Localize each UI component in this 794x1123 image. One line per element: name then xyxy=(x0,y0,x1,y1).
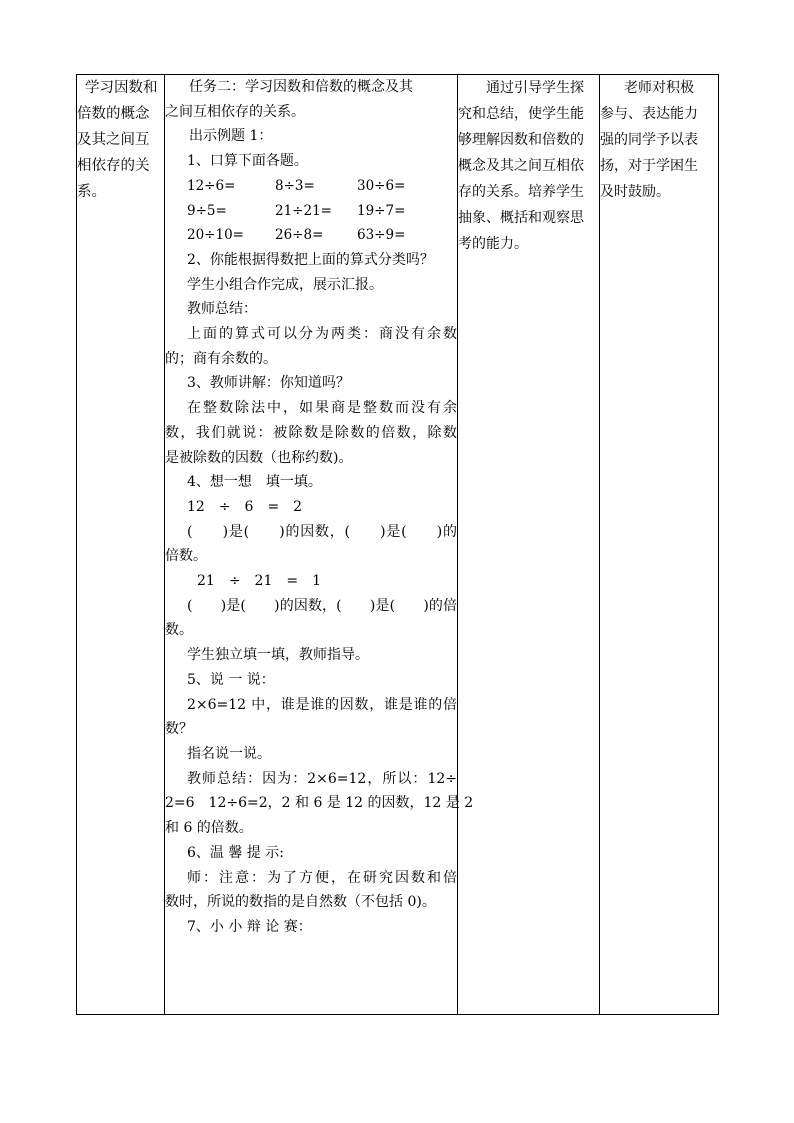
summary2-text-end: 和 6 的倍数。 xyxy=(165,820,253,837)
calc-item: 19÷7= xyxy=(357,202,406,219)
evaluation-line: 及时鼓励。 xyxy=(600,184,670,200)
question-1: 1、口算下面各题。 xyxy=(187,153,308,170)
evaluation-line: 参与、表达能力 xyxy=(600,106,698,122)
task-title: 任务二：学习因数和倍数的概念及其 xyxy=(189,79,413,95)
calc-item: 26÷8= xyxy=(275,227,324,244)
topic-line: 及其之间互 xyxy=(77,132,150,148)
equation-2: 21 ÷ 21 = 1 xyxy=(197,573,321,590)
teaching-process-cell xyxy=(165,75,474,1015)
table-row xyxy=(77,75,719,1015)
fill-blank-1: ( )是( )的因数，( )是( )的 xyxy=(187,523,457,540)
intent-line: 通过引导学生探 xyxy=(486,80,584,96)
question-5: 5、说 一 说： xyxy=(187,671,275,688)
calc-row xyxy=(165,174,457,199)
calc-row xyxy=(165,223,457,248)
evaluation-cell xyxy=(600,75,719,1015)
calc-item: 63÷9= xyxy=(357,227,406,244)
summary-text: 上面的算式可以分为两类：商没有余数 xyxy=(187,326,457,343)
topic-line: 倍数的概念 xyxy=(77,106,150,122)
fill-blank-1-cont: 倍数。 xyxy=(165,548,207,565)
intent-line: 存的关系。培养学生 xyxy=(458,184,584,200)
intent-line: 考的能力。 xyxy=(458,236,528,252)
note-text-cont: 数时，所说的数指的是自然数（不包括 0)。 xyxy=(165,894,436,911)
summary-text-cont: 的；商有余数的。 xyxy=(165,350,277,367)
note-text: 师：注意：为了方便，在研究因数和倍 xyxy=(187,869,457,886)
explain-text-cont: 数，我们就说：被除数是除数的倍数，除数 xyxy=(165,424,457,441)
question-6: 6、温 馨 提 示: xyxy=(187,844,284,861)
name-say-text: 指名说一说。 xyxy=(187,745,271,762)
calc-item: 21÷21= xyxy=(275,202,332,219)
topic-line: 学习因数和 xyxy=(85,80,158,96)
fill-blank-2: ( )是( )的因数，( )是( )的倍 xyxy=(187,597,457,614)
group-work-text: 学生小组合作完成，展示汇报。 xyxy=(187,276,383,293)
task-title-cont: 之间互相依存的关系。 xyxy=(165,103,305,120)
intent-line: 够理解因数和倍数的 xyxy=(458,132,584,148)
intent-line: 抽象、概括和观察思 xyxy=(458,210,584,226)
explain-text-end: 是被除数的因数（也称约数)。 xyxy=(165,449,353,466)
summary2-text: 教师总结：因为：2×6=12，所以：12÷ xyxy=(187,770,457,787)
calc-row xyxy=(165,199,457,224)
calc-item: 8÷3= xyxy=(275,177,315,194)
question-4: 4、想一想 填一填。 xyxy=(187,474,322,491)
design-intent-cell xyxy=(458,75,600,1015)
explain-text: 在整数除法中，如果商是整数而没有余 xyxy=(187,400,457,417)
fill-blank-2-cont: 数。 xyxy=(165,622,193,639)
topic-cell xyxy=(77,75,165,1015)
intent-line: 概念及其之间互相依 xyxy=(458,158,584,174)
question-7: 7、小 小 辩 论 赛： xyxy=(187,918,312,935)
topic-line: 相依存的关 xyxy=(77,158,150,174)
calc-item: 30÷6= xyxy=(357,177,406,194)
equation-1: 12 ÷ 6 = 2 xyxy=(187,498,303,515)
guidance-text: 学生独立填一填，教师指导。 xyxy=(187,647,369,664)
calc-item: 12÷6= xyxy=(187,177,236,194)
calc-item: 9÷5= xyxy=(187,202,227,219)
summary2-text-cont: 2=6 12÷6=2，2 和 6 是 12 的因数，12 是 2 xyxy=(165,795,474,812)
question-5-text-cont: 数？ xyxy=(165,721,193,738)
intent-line: 究和总结，使学生能 xyxy=(458,106,584,122)
evaluation-line: 强的同学予以表 xyxy=(600,132,698,148)
evaluation-line: 扬，对于学困生 xyxy=(600,158,698,174)
question-2: 2、你能根据得数把上面的算式分类吗？ xyxy=(187,251,434,268)
evaluation-line: 老师对积极 xyxy=(624,80,694,96)
topic-line: 系。 xyxy=(77,184,106,200)
question-5-text: 2×6=12 中，谁是谁的因数，谁是谁的倍 xyxy=(187,696,457,713)
lesson-plan-table xyxy=(76,74,719,1015)
calc-item: 20÷10= xyxy=(187,227,244,244)
teacher-summary-label: 教师总结： xyxy=(187,301,257,318)
example-heading: 出示例题 1： xyxy=(189,128,273,145)
question-3: 3、教师讲解：你知道吗？ xyxy=(187,375,350,392)
